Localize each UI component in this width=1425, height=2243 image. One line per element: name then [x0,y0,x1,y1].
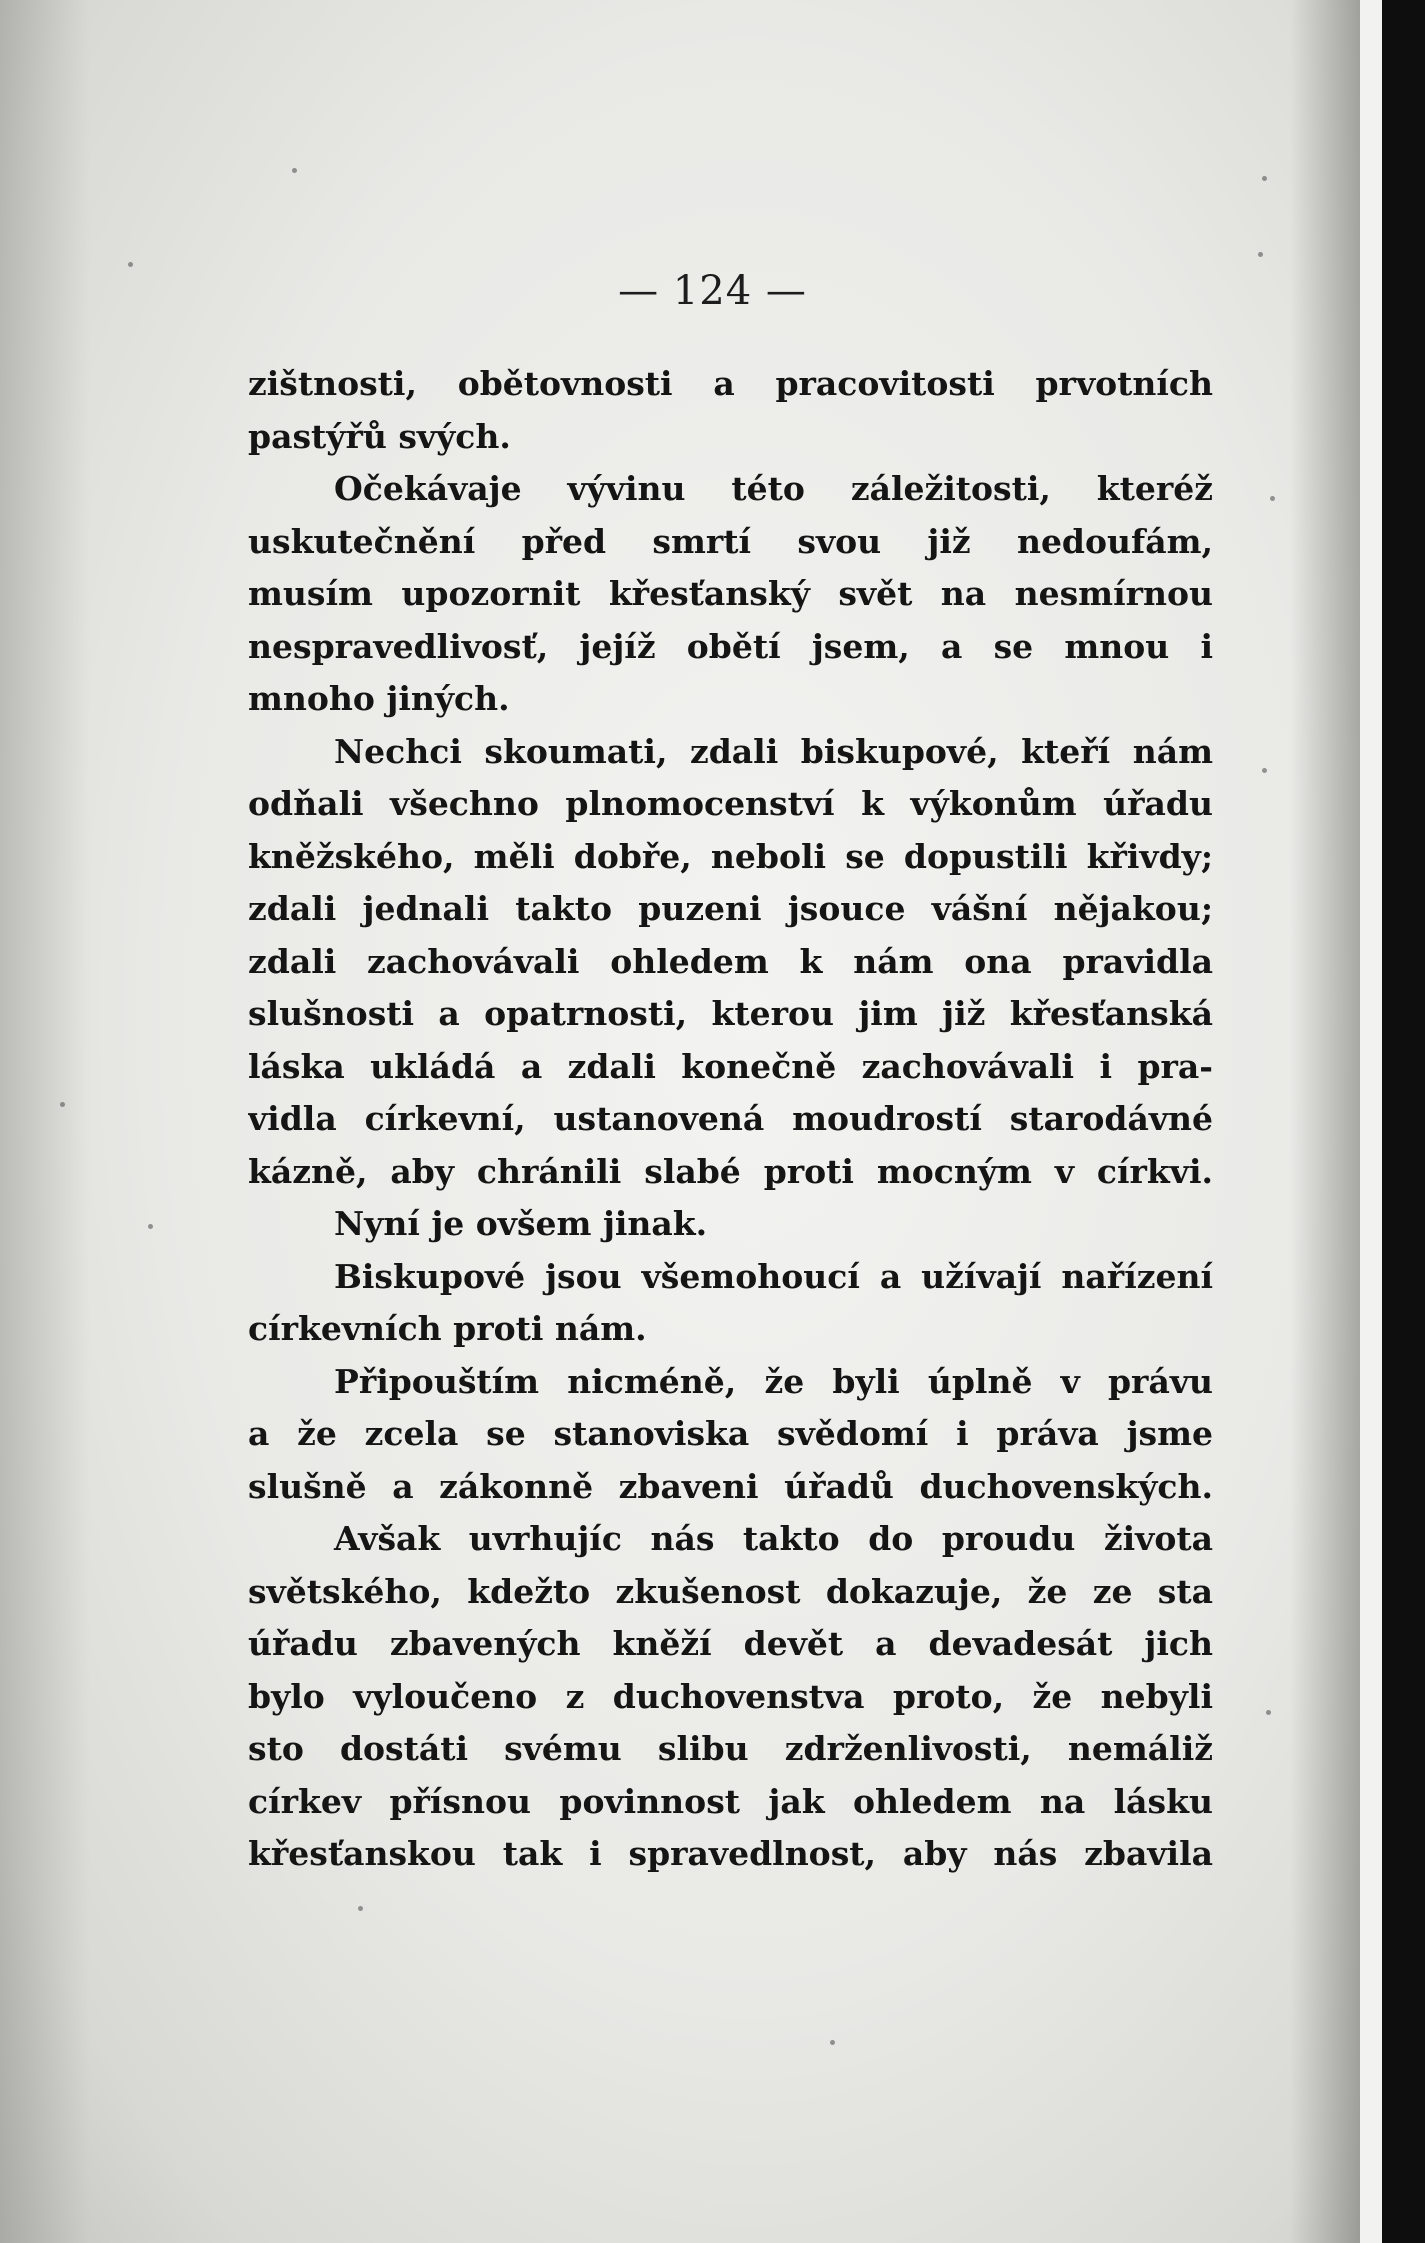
text-line: a že zcela se stanoviska svědomí i práva jsme [248,1414,1213,1453]
text-line: musím upozornit křesťanský svět na nesmírnou [248,574,1213,613]
paper-speck [1262,768,1267,773]
scan-border [1382,0,1425,2243]
text-line: kněžského, měli dobře, neboli se dopustili křivdy; [248,836,1213,876]
text-line: pastýřů svých. [248,416,511,456]
text-line: zdali zachovávali ohledem k nám ona pravidla [248,941,1213,981]
text-line: sto dostáti svému slibu zdrženlivosti, nemáliž [248,1729,1213,1768]
text-line: láska ukládá a zdali konečně zachovávali i pra- [248,1046,1213,1086]
text-line: uskutečnění před smrtí svou již nedoufám, [248,521,1213,561]
paper-speck [358,1906,363,1911]
text-line: Avšak uvrhujíc nás takto do proudu života [334,1519,1213,1558]
paper-speck [830,2040,835,2045]
text-line: mnoho jiných. [248,679,510,718]
text-line: světského, kdežto zkušenost dokazuje, že ze sta [248,1571,1213,1611]
text-line: církev přísnou povinnost jak ohledem na lásku [248,1781,1213,1821]
text-line: křesťanskou tak i spravedlnost, aby nás zbavila [248,1834,1213,1873]
text-line: zištnosti, obětovnosti a pracovitosti prvotních [248,364,1213,403]
paper-speck [1258,252,1263,257]
page-edge [1360,0,1382,2243]
text-line: slušnosti a opatrnosti, kterou jim již křesťanská [248,994,1213,1033]
paper-speck [128,262,133,267]
body-text [248,358,1213,1881]
paper-speck [292,168,297,173]
text-line: slušně a zákonně zbaveni úřadů duchovenských. [248,1466,1213,1506]
text-line: Očekávaje vývinu této záležitosti, kteréž [334,469,1213,508]
text-line: církevních proti nám. [248,1309,647,1348]
text-line: zdali jednali takto puzeni jsouce vášní nějakou; [248,889,1213,928]
paper-speck [148,1224,153,1229]
page-number: — 124 — [618,268,807,314]
text-line: úřadu zbavených kněží devět a devadesát jich [248,1624,1213,1663]
text-line: nespravedlivosť, jejíž obětí jsem, a se mnou i [248,626,1213,666]
text-line: Připouštím nicméně, že byli úplně v právu [334,1361,1213,1401]
text-line: Biskupové jsou všemohoucí a užívají nařízení [334,1256,1213,1296]
text-line: vidla církevní, ustanovená moudrostí starodávné [248,1099,1213,1138]
paper-speck [60,1102,65,1107]
text-line: Nyní je ovšem jinak. [334,1204,708,1243]
text-line: Nechci skoumati, zdali biskupové, kteří nám [334,731,1213,771]
text-line: kázně, aby chránili slabé proti mocným v církvi. [248,1151,1213,1191]
paper-speck [1266,1710,1271,1715]
text-line: odňali všechno plnomocenství k výkonům úřadu [248,784,1213,823]
paper-speck [1262,176,1267,181]
text-line: bylo vyloučeno z duchovenstva proto, že nebyli [248,1676,1213,1716]
paper-speck [1270,496,1275,501]
